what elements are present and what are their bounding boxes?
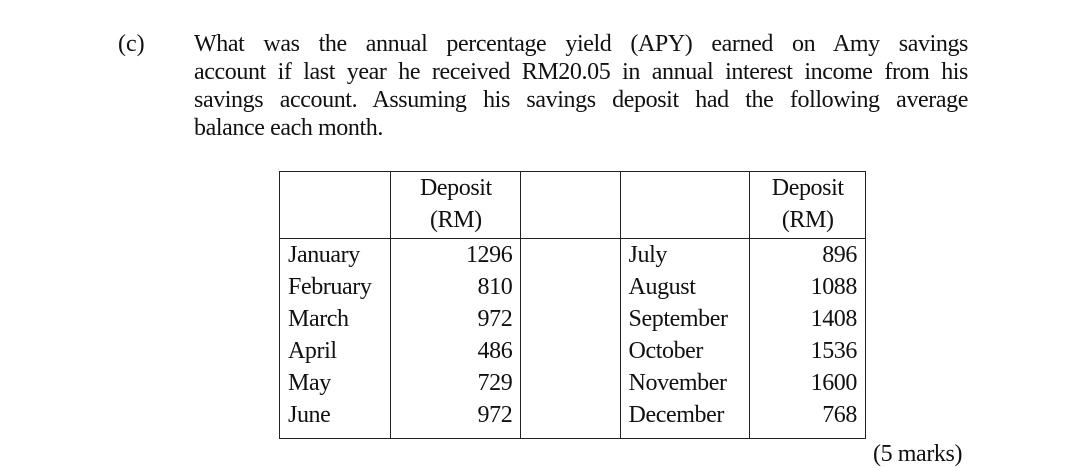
right-months-cell: [620, 239, 750, 439]
month-label: May: [288, 370, 331, 396]
month-label: January: [288, 242, 360, 268]
deposit-value: 972: [477, 402, 513, 428]
month-label: August: [628, 274, 696, 300]
deposit-value: 1536: [810, 338, 857, 364]
header-deposit-label: Deposit: [771, 175, 844, 201]
deposit-value: 810: [477, 274, 513, 300]
question-text: [194, 30, 968, 142]
deposit-value: 1296: [465, 242, 513, 268]
header-deposit-label: Deposit: [419, 175, 492, 201]
deposit-value: 1408: [810, 306, 857, 332]
month-label: March: [288, 306, 349, 332]
header-unit-label: (RM): [430, 207, 482, 233]
month-label: July: [628, 242, 667, 268]
table-header-row: [280, 172, 866, 239]
deposit-value: 1088: [810, 274, 857, 300]
month-label: June: [288, 402, 331, 428]
left-values-cell: [391, 239, 521, 439]
question-line: What was the annual percentage yield (APY) earned on Amy savings: [194, 31, 968, 57]
question-line: account if last year he received RM20.05 in annual interest income from his: [194, 59, 968, 85]
deposit-value: 972: [477, 306, 513, 332]
deposit-value: 729: [477, 370, 513, 396]
gap-cell: [521, 239, 620, 439]
deposit-value: 768: [822, 402, 857, 428]
left-months-cell: [280, 239, 391, 439]
deposit-value: 486: [477, 338, 513, 364]
deposit-value: 1600: [810, 370, 857, 396]
month-label: December: [628, 402, 724, 428]
month-label: November: [628, 370, 727, 396]
right-values-cell: [750, 239, 866, 439]
month-label: October: [628, 338, 704, 364]
deposit-value: 896: [822, 242, 857, 268]
header-deposit-right: [750, 172, 866, 239]
header-unit-label: (RM): [781, 207, 834, 233]
deposit-table: [279, 171, 866, 439]
question-line: savings account. Assuming his savings deposit had the following average: [194, 87, 968, 113]
marks-label: (5 marks): [873, 441, 963, 467]
question-label: (c): [118, 31, 145, 57]
month-label: September: [628, 306, 728, 332]
header-empty-cell: [620, 172, 750, 239]
header-gap-cell: [521, 172, 620, 239]
month-label: April: [288, 338, 337, 364]
table-body-row: [280, 239, 866, 439]
month-label: February: [288, 274, 372, 300]
question-line: balance each month.: [194, 115, 383, 141]
header-deposit-left: [391, 172, 521, 239]
header-empty-cell: [280, 172, 391, 239]
